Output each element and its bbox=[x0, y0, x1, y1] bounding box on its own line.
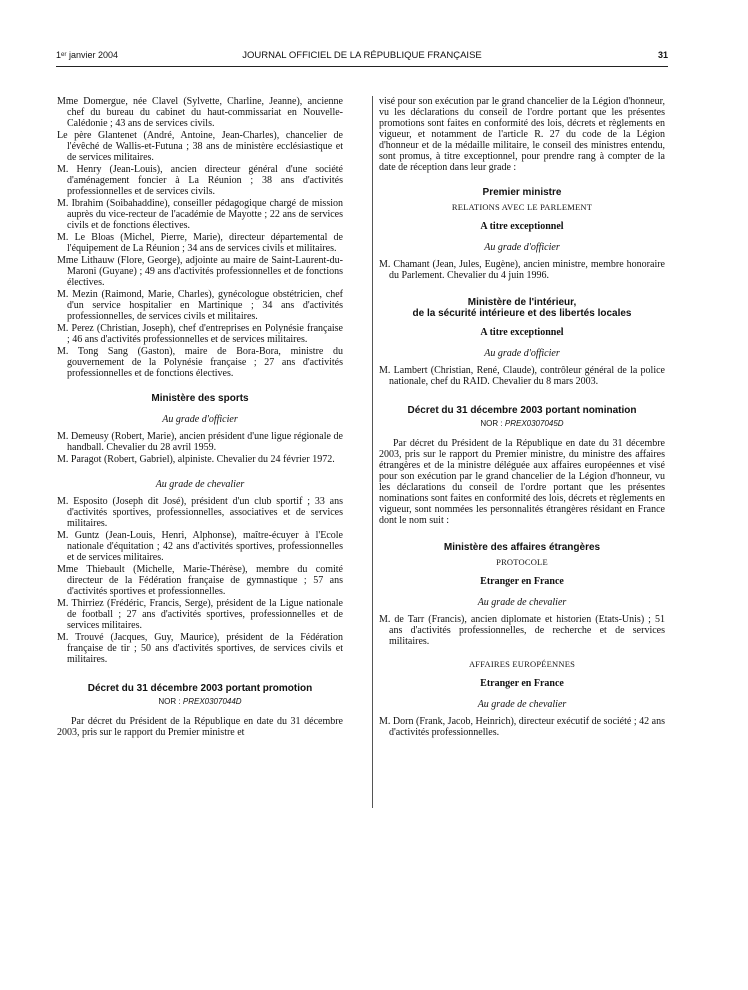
titre-exceptionnel: A titre exceptionnel bbox=[480, 221, 564, 232]
entry: M. Paragot (Robert, Gabriel), alpiniste. Chevalier du 24 février 1972. bbox=[57, 454, 335, 465]
entry: Le père Glantenet (André, Antoine, Jean-Charles), chancelier de l'évêché de Wallis-et-Futuna ; 38 ans de ministère ecclésiastique et de services militaires. bbox=[57, 130, 343, 163]
section-title-premier-ministre: Premier ministre bbox=[482, 187, 562, 198]
page-number: 31 bbox=[657, 50, 668, 60]
nor-reference bbox=[57, 696, 343, 707]
titre-exceptionnel: A titre exceptionnel bbox=[480, 327, 564, 338]
grade-heading: Au grade d'officier bbox=[162, 414, 238, 425]
entry: M. Le Bloas (Michel, Pierre, Marie), directeur départemental de l'équipement de La Réunion ; 34 ans de services civils et militaires. bbox=[57, 232, 343, 254]
entry: M. Mezin (Raimond, Marie, Charles), gynécologue obstétricien, chef d'un service hospitalier en Martinique ; 34 ans d'activités professionnelles, de services civils et militaires. bbox=[57, 289, 343, 322]
nor-label: NOR : bbox=[480, 419, 503, 428]
decree-title: Décret du 31 décembre 2003 portant promotion bbox=[87, 683, 313, 694]
section-title-sports: Ministère des sports bbox=[151, 393, 249, 404]
left-column bbox=[57, 96, 343, 738]
entry: M. Chamant (Jean, Jules, Eugène), ancien ministre, membre honoraire du Parlement. Chevalier du 4 juin 1996. bbox=[379, 259, 665, 281]
grade-heading: Au grade de chevalier bbox=[477, 597, 567, 608]
subsection-affaires-europeennes: AFFAIRES EUROPÉENNES bbox=[468, 659, 576, 669]
category-heading: Etranger en France bbox=[480, 678, 564, 689]
entry: M. Lambert (Christian, René, Claude), contrôleur général de la police nationale, chef du RAID. Chevalier du 8 mars 2003. bbox=[379, 365, 665, 387]
subsection-relations: RELATIONS AVEC LE PARLEMENT bbox=[451, 202, 593, 212]
grade-heading: Au grade d'officier bbox=[484, 242, 560, 253]
section-title-line: de la sécurité intérieure et des libertés locales bbox=[412, 308, 632, 319]
section-title-affaires-etrangeres: Ministère des affaires étrangères bbox=[443, 542, 601, 553]
entry: M. de Tarr (Francis), ancien diplomate et historien (Etats-Unis) ; 51 ans d'activités professionnelles, de recherche et de services militaires. bbox=[379, 614, 665, 647]
entry: M. Tong Sang (Gaston), maire de Bora-Bora, ministre du gouvernement de la Polynésie française ; 27 ans d'activités professionnelles et de fonctions électives. bbox=[57, 346, 343, 379]
entry: M. Trouvé (Jacques, Guy, Maurice), président de la Fédération française de tir ; 50 ans d'activités sportives, de services civils et militaires. bbox=[57, 632, 343, 665]
entry: Mme Domergue, née Clavel (Sylvette, Charline, Jeanne), ancienne chef du bureau du cabinet du haut-commissariat en Nouvelle-Calédonie ; 43 ans de services civils. bbox=[57, 96, 343, 129]
decree-paragraph-continued: visé pour son exécution par le grand chancelier de la Légion d'honneur, vu les déclarations du conseil de l'ordre portant que les présentes promotions sont faites en conformité des lois, décrets et règlements en vigueur, et notamment de l'article R. 27 du code de la Légion d'honneur et de la médaille militaire, le conseil des ministres entendu, sont promus, à titre exceptionnel, pour prendre rang à compter de la date de réception dans leur grade : bbox=[379, 96, 665, 173]
category-heading: Etranger en France bbox=[480, 576, 564, 587]
decree-title: Décret du 31 décembre 2003 portant nomination bbox=[407, 405, 637, 416]
header-date: 1ᵉʳ janvier 2004 bbox=[56, 50, 119, 60]
section-title-interieur bbox=[379, 297, 665, 319]
entry: Mme Lithauw (Flore, George), adjointe au maire de Saint-Laurent-du-Maroni (Guyane) ; 49 ans d'activités professionnelles et de fonctions électives. bbox=[57, 255, 343, 288]
section-title-line: Ministère de l'intérieur, bbox=[467, 297, 577, 308]
entry: M. Dorn (Frank, Jacob, Heinrich), directeur exécutif de société ; 42 ans d'activités professionnelles. bbox=[379, 716, 665, 738]
entry: M. Perez (Christian, Joseph), chef d'entreprises en Polynésie française ; 46 ans d'activités professionnelles et de services militaires. bbox=[57, 323, 343, 345]
entry: M. Ibrahim (Soibahaddine), conseiller pédagogique chargé de mission auprès du vice-recteur de l'académie de Mayotte ; 22 ans de services civils et de fonctions électives. bbox=[57, 198, 343, 231]
entry: M. Guntz (Jean-Louis, Henri, Alphonse), maître-écuyer à l'Ecole nationale d'équitation ; 42 ans d'activités sportives, professionnelles et de services militaires. bbox=[57, 530, 343, 563]
entry: M. Demeusy (Robert, Marie), ancien président d'une ligue régionale de handball. Chevalier du 28 avril 1959. bbox=[57, 431, 343, 453]
page-header bbox=[56, 50, 668, 66]
grade-heading: Au grade de chevalier bbox=[155, 479, 245, 490]
entry: M. Esposito (Joseph dit José), président d'un club sportif ; 33 ans d'activités sportives, professionnelles, associatives et de services militaires. bbox=[57, 496, 343, 529]
grade-heading: Au grade d'officier bbox=[484, 348, 560, 359]
decree-paragraph: Par décret du Président de la République en date du 31 décembre 2003, pris sur le rapport du Premier ministre, du ministre des affaires étrangères et de la ministre déléguée aux affaires européennes et visé pour son exécution par le grand chancelier de la Légion d'honneur, vu les déclarations du conseil de l'ordre portant que les présentes nominations sont faites en conformité des lois, décrets et règlements en vigueur, sont nommées les personnalités étrangères résidant en France dont le nom suit : bbox=[379, 438, 665, 526]
subsection-protocole: PROTOCOLE bbox=[496, 557, 548, 567]
column-divider bbox=[372, 96, 373, 808]
decree-paragraph: Par décret du Président de la République en date du 31 décembre 2003, pris sur le rapport du Premier ministre et bbox=[57, 716, 343, 738]
header-title: JOURNAL OFFICIEL DE LA RÉPUBLIQUE FRANÇAISE bbox=[242, 50, 482, 61]
nor-reference bbox=[379, 418, 665, 429]
grade-heading: Au grade de chevalier bbox=[477, 699, 567, 710]
entry: M. Henry (Jean-Louis), ancien directeur général d'une société d'aménagement foncier à La Réunion ; 38 ans d'activités professionnelles et de services civils. bbox=[57, 164, 343, 197]
nor-code: PREX0307045D bbox=[504, 419, 564, 428]
entry: M. Thirriez (Frédéric, Francis, Serge), président de la Ligue nationale de football ; 27 ans d'activités sportives, professionnelles et de services militaires. bbox=[57, 598, 343, 631]
right-column bbox=[379, 96, 665, 739]
entry: Mme Thiebault (Michelle, Marie-Thérèse), membre du comité directeur de la Fédération française de gymnastique ; 57 ans d'activités sportives et professionnelles. bbox=[57, 564, 343, 597]
nor-code: PREX0307044D bbox=[182, 697, 242, 706]
header-rule bbox=[56, 66, 668, 67]
nor-label: NOR : bbox=[158, 697, 181, 706]
